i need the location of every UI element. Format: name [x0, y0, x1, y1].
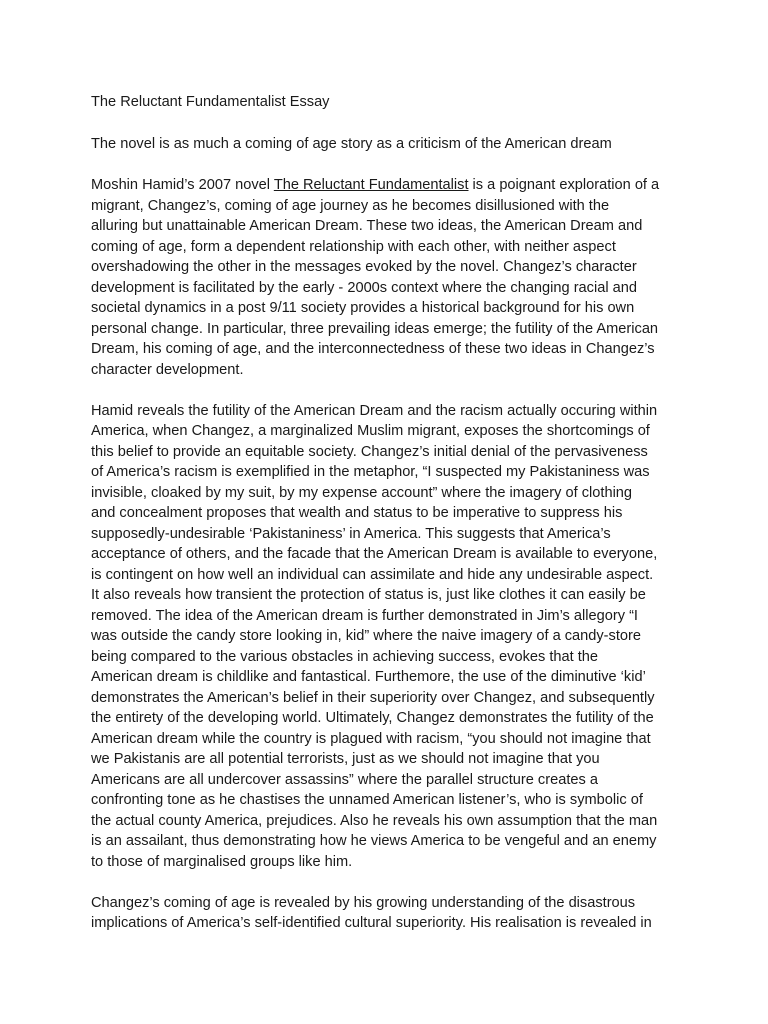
text-line [91, 175, 691, 196]
text-line: we Pakistanis are all potential terrorists, just as we should not imagine that you [91, 751, 600, 767]
text-line: American dream while the country is plagued with racism, “you should not imagine that [91, 730, 651, 747]
text-line: confronting tone as he chastises the unnamed American listener’s, who is symbolic of [91, 792, 643, 808]
text-line: is contingent on how well an individual can assimilate and hide any undesirable aspect. [91, 566, 654, 583]
text-segment: Moshin Hamid’s 2007 novel [91, 177, 274, 193]
text-line: acceptance of others, and the facade that the American Dream is available to everyone, [91, 546, 658, 562]
document-body [91, 175, 691, 934]
text-line: American dream is childlike and fantastical. Furthemore, the use of the diminutive ‘kid’ [91, 669, 646, 685]
text-line: and concealment proposes that wealth and status to be imperative to suppress his [91, 505, 623, 521]
text-line: Hamid reveals the futility of the American Dream and the racism actually occuring within [91, 402, 658, 419]
text-line: was outside the candy store looking in, kid” where the naive imagery of a candy-store [91, 628, 641, 644]
document-subtitle: The novel is as much a coming of age story as a criticism of the American dream [91, 135, 612, 152]
text-line: demonstrates the American’s belief in their superiority over Changez, and subsequently [91, 689, 655, 706]
document-page [91, 92, 691, 954]
text-line: the entirety of the developing world. Ultimately, Changez demonstrates the futility of the [91, 710, 654, 726]
text-segment: is a poignant exploration of a [468, 177, 660, 193]
text-line: migrant, Changez’s, coming of age journey as he becomes disillusioned with the [91, 197, 610, 214]
text-line: Dream, his coming of age, and the interconnectedness of these two ideas in Changez’s [91, 341, 655, 357]
book-title-underlined: The Reluctant Fundamentalist [273, 177, 469, 193]
text-line: Americans are all undercover assassins” where the parallel structure creates a [91, 771, 598, 788]
text-line: alluring but unattainable American Dream. These two ideas, the American Dream and [91, 218, 643, 234]
document-title: The Reluctant Fundamentalist Essay [91, 94, 330, 110]
text-line: supposedly-undesirable ‘Pakistaniness’ in America. This suggests that America’s [91, 525, 611, 542]
text-line: is an assailant, thus demonstrating how he views America to be vengeful and an enemy [91, 833, 657, 849]
text-line: to those of marginalised groups like him. [91, 853, 353, 870]
text-line: implications of America’s self-identified cultural superiority. His realisation is revealed in [91, 915, 652, 931]
text-line: coming of age, form a dependent relationship with each other, with neither aspect [91, 238, 616, 255]
paragraph [91, 401, 691, 873]
text-line: of America’s racism is exemplified in the metaphor, “I suspected my Pakistaniness was [91, 464, 650, 480]
text-line: personal change. In particular, three prevailing ideas emerge; the futility of the American [91, 320, 659, 337]
paragraph [91, 175, 691, 380]
text-line: It also reveals how transient the protection of status is, just like clothes it can easily be [91, 587, 646, 603]
text-line: being compared to the various obstacles in achieving success, evokes that the [91, 648, 599, 665]
text-line: America, when Changez, a marginalized Muslim migrant, exposes the shortcomings of [91, 423, 650, 439]
text-line: invisible, cloaked by my suit, by my expense account” where the imagery of clothing [91, 484, 633, 501]
text-line: removed. The idea of the American dream is further demonstrated in Jim’s allegory “I [91, 607, 638, 624]
text-line: the actual county America, prejudices. Also he reveals his own assumption that the man [91, 812, 658, 829]
text-line: this belief to provide an equitable society. Changez’s initial denial of the pervasiveness [91, 443, 648, 460]
text-line: societal dynamics in a post 9/11 society provides a historical background for his own [91, 300, 635, 316]
paragraph [91, 893, 691, 934]
text-line: Changez’s coming of age is revealed by his growing understanding of the disastrous [91, 894, 636, 911]
text-line: development is facilitated by the early - 2000s context where the changing racial and [91, 279, 637, 296]
text-line: character development. [91, 361, 244, 378]
text-line: overshadowing the other in the messages evoked by the novel. Changez’s character [91, 259, 637, 275]
